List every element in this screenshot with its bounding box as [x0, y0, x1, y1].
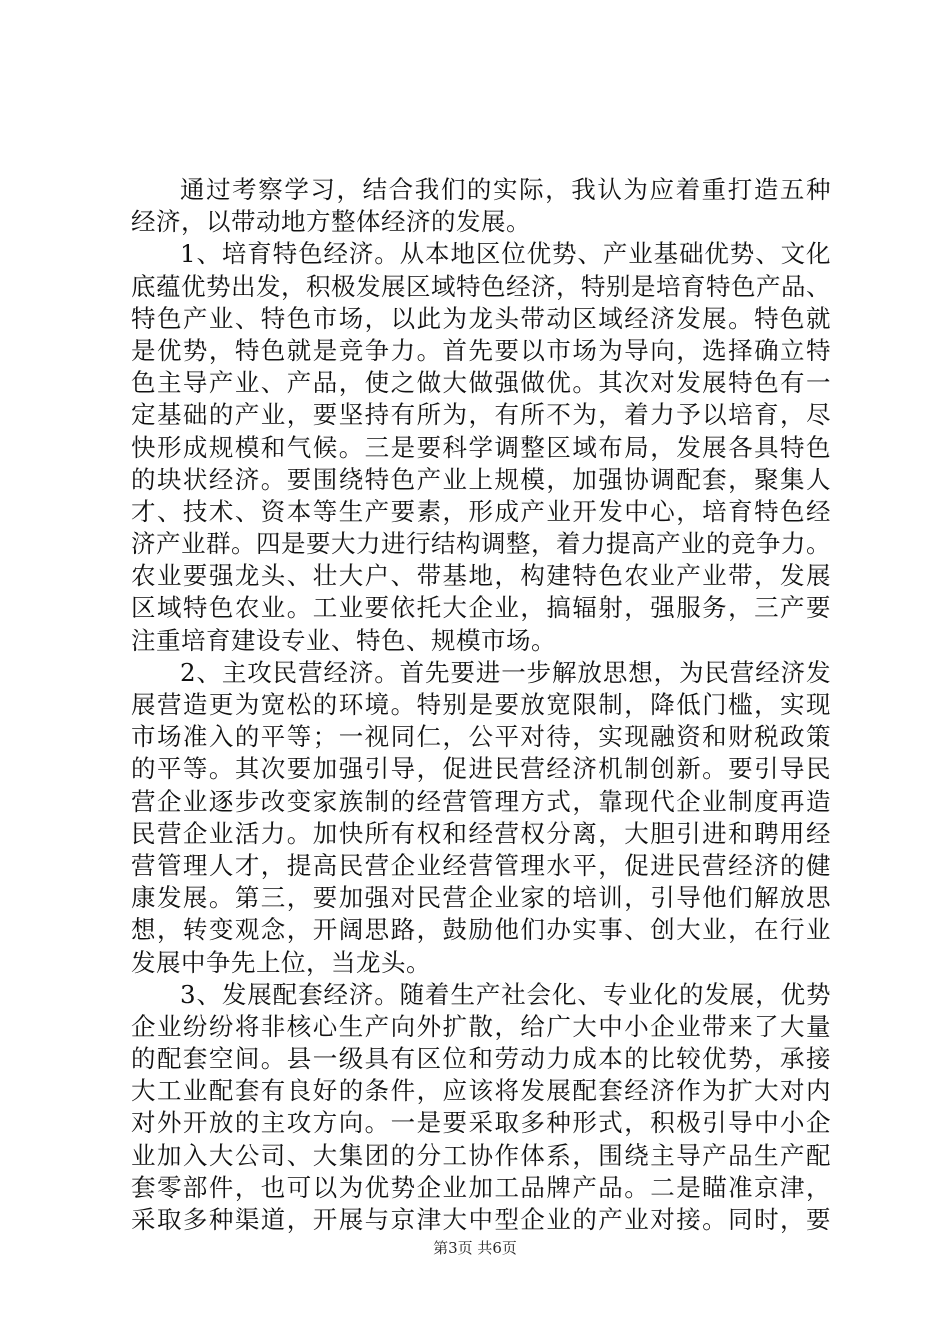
text-line: 农业要强龙头、壮大户、带基地，构建特色农业产业带，发展	[131, 561, 831, 591]
text-line: 区域特色农业。工业要依托大企业，搞辐射，强服务，三产要	[131, 593, 831, 623]
text-line: 通过考察学习，结合我们的实际，我认为应着重打造五种	[180, 175, 831, 204]
text-line: 康发展。第三，要加强对民营企业家的培训，引导他们解放思	[131, 883, 831, 913]
text-line: 发展中争先上位，当龙头。	[131, 947, 431, 977]
text-line: 的配套空间。县一级具有区位和劳动力成本的比较优势，承接	[131, 1044, 831, 1074]
text-line: 想，转变观念，开阔思路，鼓励他们办实事、创大业，在行业	[131, 915, 831, 945]
text-line: 经济，以带动地方整体经济的发展。	[131, 207, 531, 237]
text-line: 的块状经济。要围绕特色产业上规模，加强协调配套，聚集人	[131, 464, 831, 494]
text-line: 济产业群。四是要大力进行结构调整，着力提高产业的竞争力。	[131, 529, 831, 559]
page-number-indicator: 第3页 共6页	[433, 1239, 517, 1257]
paragraph	[131, 174, 831, 238]
text-line: 是优势，特色就是竞争力。首先要以市场为导向，选择确立特	[131, 335, 831, 365]
paragraph	[131, 657, 831, 979]
paragraph	[131, 979, 831, 1237]
text-line: 企业纷纷将非核心生产向外扩散，给广大中小企业带来了大量	[131, 1011, 831, 1041]
text-line: 展营造更为宽松的环境。特别是要放宽限制，降低门槛，实现	[131, 690, 831, 719]
text-line: 3、发展配套经济。随着生产社会化、专业化的发展，优势	[180, 979, 831, 1009]
text-line: 民营企业活力。加快所有权和经营权分离，大胆引进和聘用经	[131, 818, 831, 848]
document-body	[131, 174, 831, 1236]
text-line: 1、培育特色经济。从本地区位优势、产业基础优势、文化	[180, 239, 831, 269]
text-line: 注重培育建设专业、特色、规模市场。	[131, 625, 556, 655]
text-line: 采取多种渠道，开展与京津大中型企业的产业对接。同时，要	[131, 1205, 831, 1234]
text-line: 对外开放的主攻方向。一是要采取多种形式，积极引导中小企	[131, 1108, 831, 1138]
text-line: 才、技术、资本等生产要素，形成产业开发中心，培育特色经	[131, 496, 831, 526]
text-line: 营管理人才，提高民营企业经营管理水平，促进民营经济的健	[131, 850, 831, 880]
text-line: 大工业配套有良好的条件，应该将发展配套经济作为扩大对内	[131, 1076, 831, 1106]
text-line: 套零部件，也可以为优势企业加工品牌产品。二是瞄准京津，	[131, 1172, 831, 1202]
text-line: 底蕴优势出发，积极发展区域特色经济，特别是培育特色产品、	[131, 271, 831, 301]
text-line: 业加入大公司、大集团的分工协作体系，围绕主导产品生产配	[131, 1140, 831, 1170]
text-line: 2、主攻民营经济。首先要进一步解放思想，为民营经济发	[180, 657, 831, 687]
text-line: 快形成规模和气候。三是要科学调整区域布局，发展各具特色	[131, 432, 831, 462]
text-line: 的平等。其次要加强引导，促进民营经济机制创新。要引导民	[131, 754, 831, 784]
text-line: 特色产业、特色市场，以此为龙头带动区域经济发展。特色就	[131, 303, 831, 333]
text-line: 色主导产业、产品，使之做大做强做优。其次对发展特色有一	[131, 368, 831, 398]
text-line: 营企业逐步改变家族制的经营管理方式，靠现代企业制度再造	[131, 786, 831, 816]
text-line: 市场准入的平等；一视同仁，公平对待，实现融资和财税政策	[131, 722, 831, 752]
paragraph	[131, 238, 831, 656]
text-line: 定基础的产业，要坚持有所为，有所不为，着力予以培育，尽	[131, 400, 831, 430]
page-footer	[0, 1238, 950, 1258]
